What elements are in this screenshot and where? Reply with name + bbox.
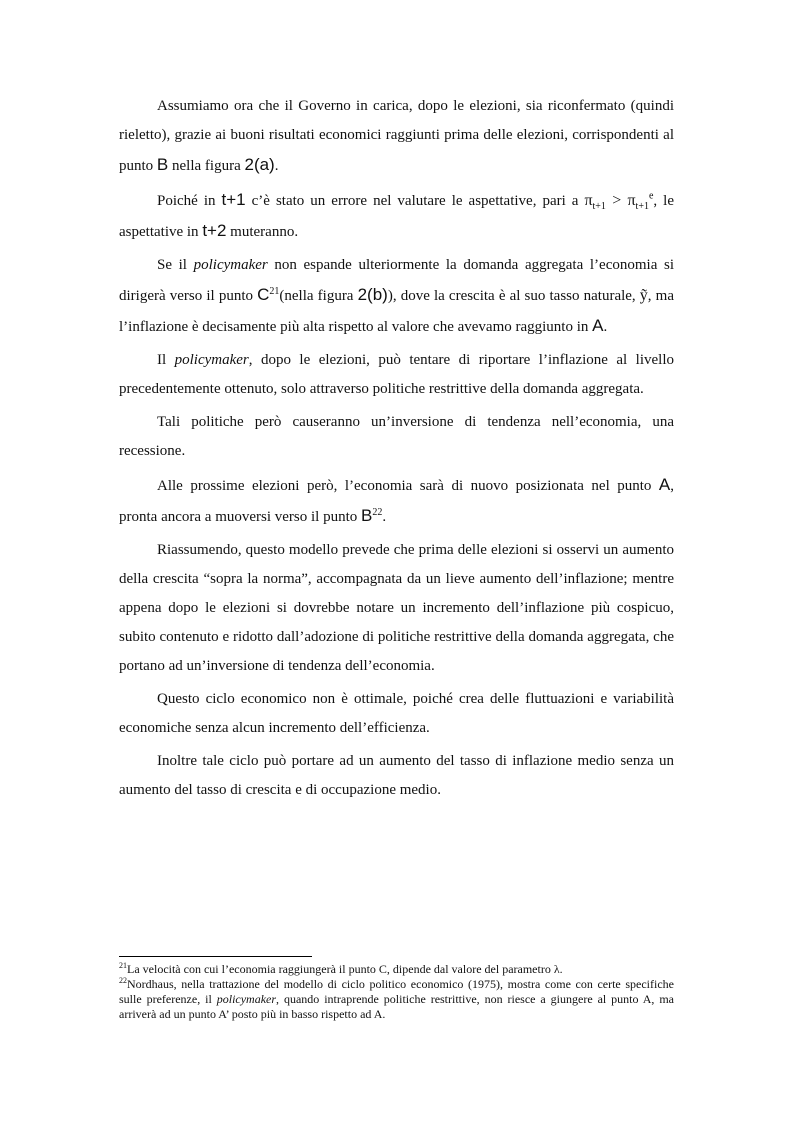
time-label: t+2 xyxy=(202,221,227,240)
point-label: B xyxy=(156,155,169,174)
point-label: C xyxy=(257,285,270,304)
paragraph-1: Assumiamo ora che il Governo in carica, dopo le elezioni, sia riconfermato (quindi rieletto), grazie ai buoni risultati economici raggiunti prima delle elezioni, corrispondenti al punto B nella figura 2(a). xyxy=(119,98,674,174)
y-tilde-symbol: ỹ xyxy=(639,287,648,304)
paragraph-2: Poiché in t+1 c’è stato un errore nel valutare le aspettative, pari a $\pi_{t+1} > \pi_{t+1}^e$, le aspettative in t+2 muteranno. xyxy=(119,190,675,240)
paragraph-9: Inoltre tale ciclo può portare ad un aumento del tasso di inflazione medio senza un aumento del tasso di crescita e di occupazione medio. xyxy=(119,753,674,798)
body-text xyxy=(119,92,674,809)
footnotes xyxy=(119,962,674,1022)
footnote-ref[interactable]: 21 xyxy=(269,286,280,297)
paragraph-5: Tali politiche però causeranno un’inversione di tendenza nell’economia, una recessione. xyxy=(119,414,674,459)
point-label: B xyxy=(361,506,373,525)
paragraph-7: Riassumendo, questo modello prevede che prima delle elezioni si osservi un aumento della crescita “sopra la norma”, accompagnata da un lieve aumento dell’inflazione; mentre appena dopo le elezioni si dovrebbe notare un incremento dell’inflazione più cospicuo, subito contenuto e ridotto dall’adozione di politiche restrittive della domanda aggregata, che portano ad un’inversione di tendenza dell’economia. xyxy=(119,542,674,674)
paragraph-4: Il policymaker, dopo le elezioni, può tentare di riportare l’inflazione al livello precedentemente ottenuto, solo attraverso politiche restrittive della domanda aggregata. xyxy=(119,352,674,397)
figure-ref: 2(b) xyxy=(357,285,388,304)
footnote-divider xyxy=(119,956,312,957)
figure-ref: 2(a) xyxy=(244,155,275,174)
point-label: A xyxy=(658,475,671,494)
footnote-22: $^{22}$Nordhaus, nella trattazione del modello di ciclo politico economico (1975), mostra come con certe specifiche sulle preferenze, il policymaker, quando intraprende politiche restrittive, non riesce a giungere al punto A, ma arriverà ad un punto A’ posto più in basso rispetto ad A. xyxy=(119,976,675,1021)
paragraph-6: Alle prossime elezioni però, l’economia sarà di nuovo posizionata nel punto A, pronta ancora a muoversi verso il punto $B^{22}$. xyxy=(119,475,674,525)
footnote-21: $^{21}$La velocità con cui l’economia raggiungerà il punto C, dipende dal valore del parametro λ. xyxy=(119,961,563,976)
paragraph-8: Questo ciclo economico non è ottimale, poiché crea delle fluttuazioni e variabilità economiche senza alcun incremento dell’efficienza. xyxy=(119,691,674,736)
point-label: A xyxy=(592,316,604,335)
time-label: t+1 xyxy=(221,190,246,209)
footnote-ref[interactable]: 22 xyxy=(372,507,383,518)
inflation-formula: $\pi_{t+1} > \pi_{t+1}^e$ xyxy=(584,190,654,213)
paragraph-3: Se il policymaker non espande ulteriormente la domanda aggregata l’economia si dirigerà verso il punto $C^{21}(nella$ figura 2(b)), dove la crescita è al suo tasso naturale, ỹ, ma l’inflazione è decisamente più alta rispetto al valore che avevamo raggiunto in A. xyxy=(119,257,674,335)
